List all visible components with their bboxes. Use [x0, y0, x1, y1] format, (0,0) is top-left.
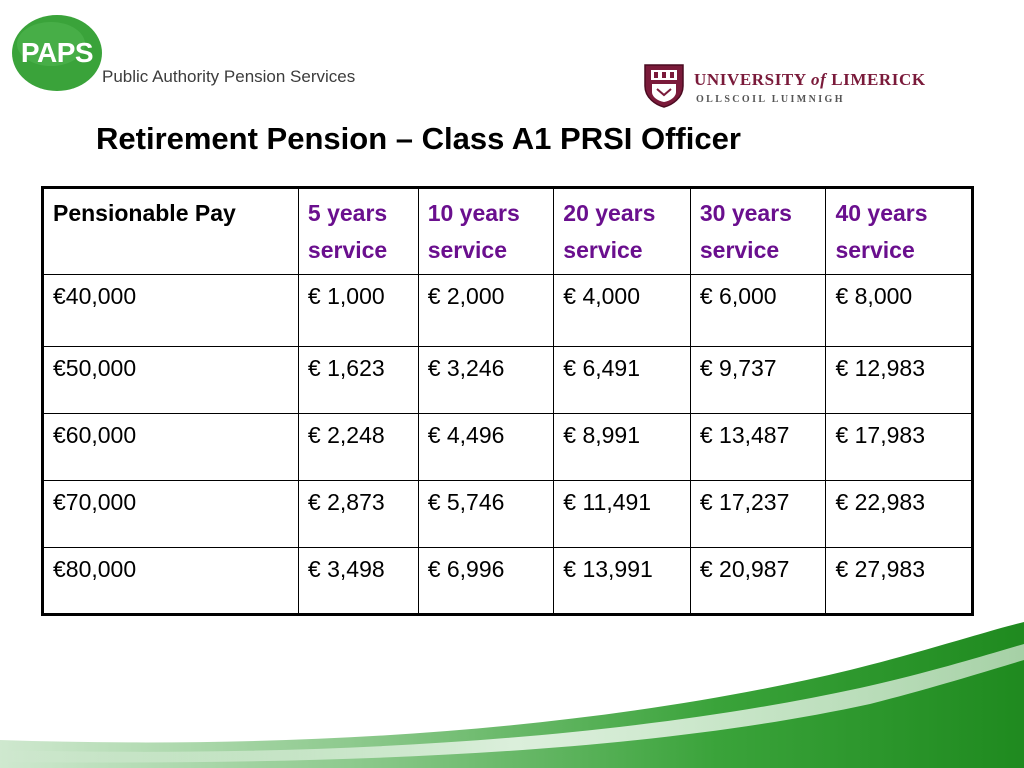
- header-label: 10 years: [427, 200, 520, 226]
- table-cell: € 17,983: [826, 414, 973, 481]
- header-label: Pensionable Pay: [53, 200, 236, 226]
- pension-table: [41, 186, 974, 616]
- header-label: service: [835, 237, 915, 263]
- table-cell: € 20,987: [690, 548, 826, 615]
- header-label: 30 years: [699, 200, 792, 226]
- table-cell-pay: €60,000: [43, 414, 299, 481]
- header-label: 5 years: [307, 200, 388, 226]
- table-cell: € 4,496: [418, 414, 554, 481]
- paps-logo-text: PAPS: [20, 37, 94, 68]
- ul-name: [694, 70, 926, 90]
- table-cell: € 17,237: [690, 481, 826, 548]
- ul-name-suffix: LIMERICK: [826, 70, 926, 89]
- table-cell: € 11,491: [554, 481, 691, 548]
- header-label: service: [307, 237, 388, 263]
- table-cell: € 1,000: [298, 275, 418, 347]
- table-cell-pay: €70,000: [43, 481, 299, 548]
- table-row: [43, 414, 973, 481]
- table-cell: € 6,491: [554, 347, 691, 414]
- header-label: 40 years: [835, 200, 928, 226]
- table-cell: € 3,246: [418, 347, 554, 414]
- table-cell: € 27,983: [826, 548, 973, 615]
- header-pensionable-pay: [43, 188, 299, 275]
- table-cell: € 22,983: [826, 481, 973, 548]
- table-cell: € 8,000: [826, 275, 973, 347]
- table-cell: € 6,000: [690, 275, 826, 347]
- table-cell: € 8,991: [554, 414, 691, 481]
- table-cell: € 6,996: [418, 548, 554, 615]
- table-cell-pay: €80,000: [43, 548, 299, 615]
- table-cell: € 13,991: [554, 548, 691, 615]
- university-of-limerick-logo: [642, 60, 926, 110]
- table-cell-pay: €50,000: [43, 347, 299, 414]
- table-cell: € 2,873: [298, 481, 418, 548]
- table-cell: € 13,487: [690, 414, 826, 481]
- header-label: service: [563, 237, 643, 263]
- header-label: service: [427, 237, 507, 263]
- table-row: [43, 481, 973, 548]
- slide-title: Retirement Pension – Class A1 PRSI Officer: [96, 121, 741, 156]
- header-40-years: [826, 188, 973, 275]
- ul-name-of: of: [810, 70, 827, 89]
- header-label: 20 years: [563, 200, 656, 226]
- header-20-years: [554, 188, 691, 275]
- header-5-years: [298, 188, 418, 275]
- table-cell: € 2,000: [418, 275, 554, 347]
- header-label: service: [699, 237, 780, 263]
- table-cell-pay: €40,000: [43, 275, 299, 347]
- ul-crest-icon: [642, 62, 686, 108]
- table-cell: € 9,737: [690, 347, 826, 414]
- table-cell: € 12,983: [826, 347, 973, 414]
- table-cell: € 1,623: [298, 347, 418, 414]
- paps-logo: [11, 14, 103, 92]
- paps-tagline: Public Authority Pension Services: [102, 67, 356, 86]
- ul-irish-name: OLLSCOIL LUIMNIGH: [696, 94, 845, 105]
- ul-name-prefix: UNIVERSITY: [694, 70, 811, 89]
- table-cell: € 3,498: [298, 548, 418, 615]
- table-header-row: [43, 188, 973, 275]
- table-cell: € 4,000: [554, 275, 691, 347]
- table-row: [43, 275, 973, 347]
- table-cell: € 2,248: [298, 414, 418, 481]
- green-swoosh-decoration: [0, 600, 1024, 768]
- table-cell: € 5,746: [418, 481, 554, 548]
- table-row: [43, 347, 973, 414]
- header-30-years: [690, 188, 826, 275]
- header-10-years: [418, 188, 554, 275]
